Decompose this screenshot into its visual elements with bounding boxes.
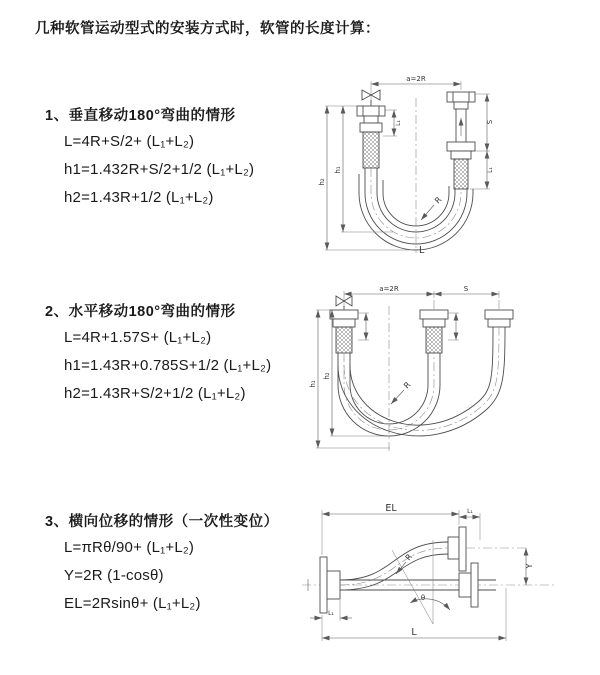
formula-line: L=πRθ/90+ (L₁+L₂)	[64, 539, 195, 556]
dim-label-span: a=2R	[379, 285, 399, 293]
dim-s	[470, 94, 494, 189]
dim-l1-left	[383, 110, 402, 136]
formula-line: Y=2R (1-cosθ)	[64, 567, 164, 584]
dim-label-l: L	[419, 245, 425, 256]
dim-s	[434, 285, 499, 294]
dim-l1-right	[487, 151, 494, 189]
dim-label-span: a=2R	[406, 75, 426, 83]
dim-l1-bottom	[310, 600, 352, 621]
dim-label-l1-right: L₁	[487, 167, 494, 173]
dim-h-inner	[316, 310, 389, 436]
radius-callout	[421, 195, 444, 220]
angle-label: θ	[420, 594, 426, 602]
dim-label-h-inner: h₁	[334, 166, 342, 174]
dim-label-s: S	[486, 119, 494, 125]
diagram-lateral-displacement	[296, 500, 561, 650]
dim-label-l1-left: L₁	[395, 120, 402, 126]
formula-line: EL=2Rsinθ+ (L₁+L₂)	[64, 595, 201, 612]
dim-label-y: Y	[525, 563, 534, 569]
middle-fitting	[420, 310, 459, 353]
dim-y	[525, 548, 534, 585]
dim-span	[344, 285, 499, 307]
radius-label: R	[403, 552, 415, 563]
left-fitting	[330, 310, 369, 353]
section-1-formulas	[64, 128, 254, 212]
formula-line: h2=1.43R+1/2 (L₁+L₂)	[64, 189, 214, 206]
braided-hose-section	[336, 327, 352, 353]
dim-label-l1-bottom: L₁	[328, 610, 334, 617]
formula-line: h2=1.43R+S/2+1/2 (L₁+L₂)	[64, 385, 246, 402]
formula-line: h1=1.432R+S/2+1/2 (L₁+L₂)	[64, 161, 255, 178]
dim-label-el: EL	[385, 503, 397, 514]
dim-label-s: S	[463, 285, 469, 293]
diagram-horizontal-bend	[306, 280, 541, 460]
dim-label-h-inner: h₂	[323, 372, 331, 380]
dim-label-l: L	[411, 627, 417, 638]
left-flange	[320, 557, 340, 613]
braided-hose-section	[363, 132, 379, 168]
section-3-heading: 3、横向位移的情形（一次性变位）	[45, 514, 279, 530]
dim-label-h-outer: h₂	[318, 178, 326, 186]
dim-label-l1-top: L₁	[467, 508, 473, 515]
braided-hose-section	[426, 327, 442, 353]
radius-label: R	[433, 195, 444, 206]
section-2-heading: 2、水平移动180°弯曲的情形	[45, 304, 236, 320]
dim-el	[322, 503, 459, 555]
section-3-formulas	[64, 534, 201, 618]
section-1-heading: 1、垂直移动180°弯曲的情形	[45, 108, 236, 124]
formula-line: L=4R+1.57S+ (L₁+L₂)	[64, 329, 212, 346]
hose-displaced-position	[340, 542, 448, 590]
section-2-formulas	[64, 324, 271, 408]
right-fitting	[447, 92, 475, 189]
diagram-vertical-bend	[313, 70, 523, 255]
right-upper-flange	[448, 527, 528, 571]
formula-line: L=4R+S/2+ (L₁+L₂)	[64, 133, 195, 150]
right-fitting	[485, 310, 513, 327]
angle-theta	[392, 540, 450, 624]
radius-callout	[391, 380, 413, 404]
braided-hose-section	[454, 159, 468, 189]
page-title: 几种软管运动型式的安装方式时，软管的长度计算：	[35, 21, 380, 37]
hose-u-moved	[338, 327, 505, 436]
dim-label-h-outer: h₁	[309, 380, 317, 388]
left-fitting	[357, 106, 385, 168]
radius-label: R	[402, 380, 413, 391]
formula-line: h1=1.43R+0.785S+1/2 (L₁+L₂)	[64, 357, 272, 374]
